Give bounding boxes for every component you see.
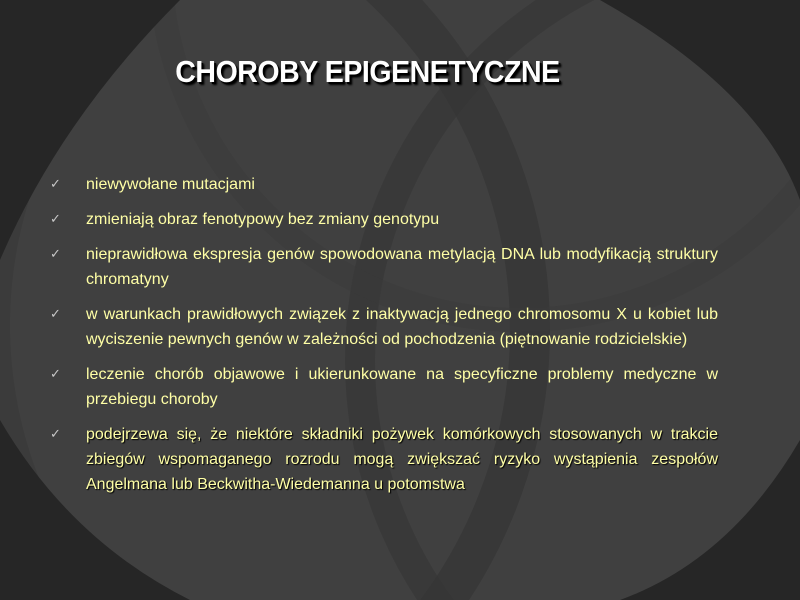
- list-item: [48, 172, 718, 197]
- check-mark-icon: ✓: [50, 247, 61, 262]
- bullet-text: w warunkach prawidłowych związek z inaktywacją jednego chromosomu X u kobiet lub wyciszenie pewnych genów w zależności od pochodzenia (piętnowanie rodzicielskie): [86, 306, 718, 348]
- check-mark-icon: ✓: [50, 177, 61, 192]
- list-item: [48, 422, 718, 497]
- bullet-text: leczenie chorób objawowe i ukierunkowane na specyficzne problemy medyczne w przebiegu choroby: [86, 366, 718, 408]
- check-mark-icon: ✓: [50, 427, 61, 442]
- slide-title: CHOROBY EPIGENETYCZNE: [175, 54, 560, 89]
- check-mark-icon: ✓: [50, 367, 61, 382]
- list-item: [48, 242, 718, 292]
- check-mark-icon: ✓: [50, 307, 61, 322]
- bullet-text: niewywołane mutacjami: [86, 176, 255, 193]
- bullet-text: zmieniają obraz fenotypowy bez zmiany genotypu: [86, 211, 440, 228]
- list-item: [48, 207, 718, 232]
- list-item: [48, 362, 718, 412]
- list-item: [48, 302, 718, 352]
- bullet-text: nieprawidłowa ekspresja genów spowodowana metylacją DNA lub modyfikacją struktury chromatyny: [86, 246, 718, 288]
- bullet-text: podejrzewa się, że niektóre składniki pożywek komórkowych stosowanych w trakcie zbiegów wspomaganego rozrodu mogą zwiększać ryzyko wystąpienia zespołów Angelmana lub Beckwitha-Wiedemanna u potomstwa: [86, 426, 718, 493]
- check-mark-icon: ✓: [50, 212, 61, 227]
- bullet-list: [48, 172, 718, 507]
